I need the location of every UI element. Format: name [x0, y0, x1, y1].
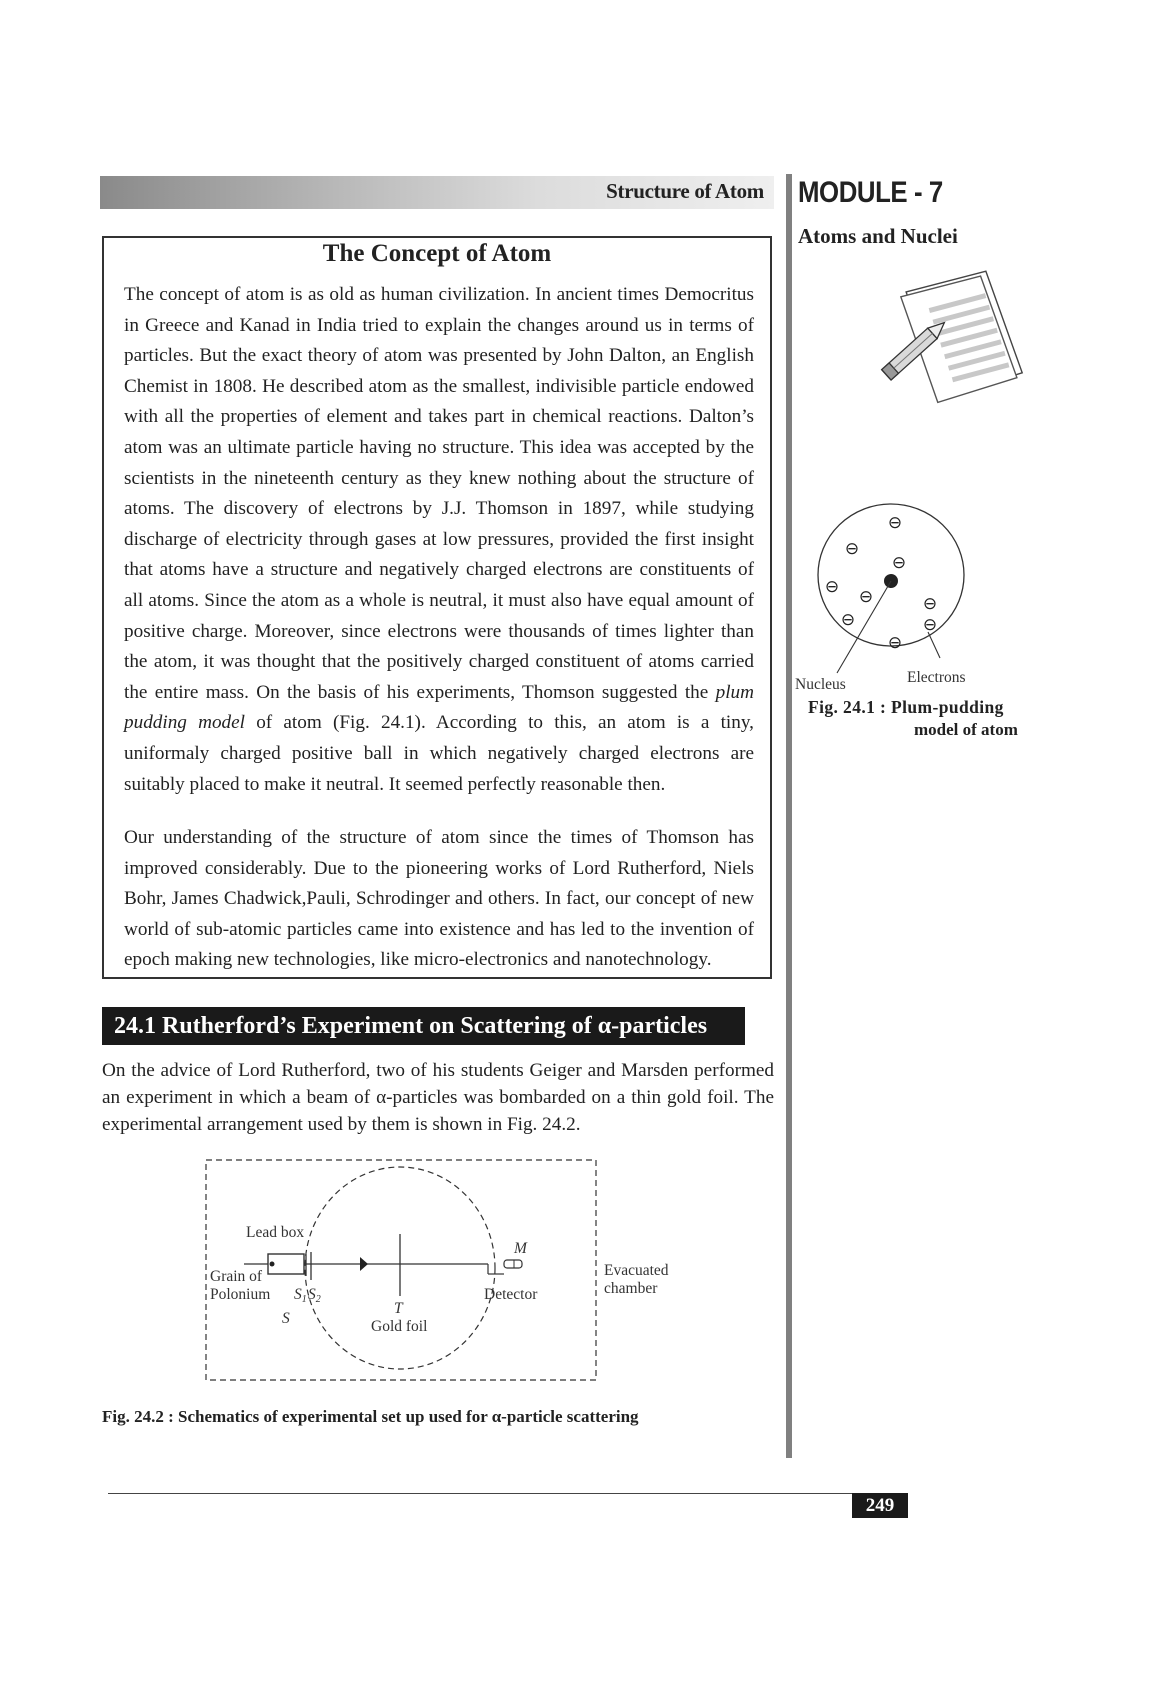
detector-label: Detector — [484, 1286, 538, 1303]
beam-arrow — [360, 1257, 368, 1271]
module-subtitle: Atoms and Nuclei — [798, 224, 958, 248]
fig1-caption-line2: model of atom — [914, 720, 1018, 739]
notes-pencil-icon — [868, 264, 1028, 414]
electron: ⊖ — [844, 539, 860, 559]
concept-para1-text-b: of atom (Fig. 24.1). According to this, an atom is a tiny, uniformaly charged positive ball in which negatively charged electrons are suitably placed to make it neutral. It seemed perfectly reasonable then. — [124, 712, 754, 795]
module-title: MODULE - 7 — [798, 176, 943, 209]
detector-m-label: M — [514, 1240, 527, 1257]
plum-pudding-diagram — [795, 495, 1035, 695]
nucleus-label: Nucleus — [795, 676, 846, 693]
concept-box — [102, 236, 772, 979]
electron: ⊖ — [922, 594, 938, 614]
electrons-label: Electrons — [907, 669, 966, 686]
header-band — [100, 176, 774, 209]
evacuated-chamber — [206, 1160, 596, 1380]
electron: ⊖ — [891, 553, 907, 573]
concept-para1-text-a: The concept of atom is as old as human civilization. In ancient times Democritus in Greece and Kanad in India tried to explain the changes around us in terms of particles. But the exact theory of atom was presented by John Dalton, an English Chemist in 1808. He described atom as the smallest, indivisible particle endowed with all the properties of element and takes part in chemical reactions. Dalton’s atom was an ultimate particle having no structure. This idea was accepted by the scientists in the nineteenth century as they knew nothing about the structure of atoms. The discovery of electrons by J.J. Thomson in 1897, while studying discharge of electricity through gases at low pressures, provided the first insight that atoms have a structure and negatively charged electrons are constituents of all atoms. Since the atom as a whole is neutral, it must also have equal amount of positive charge. Moreover, since electrons were thousands of times lighter than the atom, it was thought that the positively charged constituent of atoms carried the entire mass. On the basis of his experiments, Thomson suggested the — [124, 284, 754, 703]
rutherford-setup-diagram — [190, 1150, 680, 1390]
section-heading: 24.1 Rutherford’s Experiment on Scattering of α-particles — [102, 1007, 745, 1045]
electron: ⊖ — [824, 577, 840, 597]
fig1-caption-line1: Fig. 24.1 : Plum-pudding — [808, 697, 1004, 717]
concept-paragraph-1 — [124, 280, 754, 800]
page-number: 249 — [852, 1493, 908, 1518]
grain-label-2: Polonium — [210, 1286, 271, 1303]
concept-paragraph-2: Our understanding of the structure of atom since the times of Thomson has improved considerably. Due to the pioneering works of Lord Rutherford, Niels Bohr, James Chadwick,Pauli, Schrodinger and others. In fact, our concept of new world of sub-atomic particles came into existence and has led to the invention of epoch making new technologies, like micro-electronics and nanotechnology. — [124, 827, 754, 971]
detector — [504, 1260, 522, 1268]
slit-s2-label: S2 — [308, 1286, 321, 1305]
electron: ⊖ — [858, 587, 874, 607]
gold-foil-label: Gold foil — [371, 1318, 428, 1335]
electron: ⊖ — [840, 610, 856, 630]
foil-t-label: T — [394, 1300, 403, 1317]
concept-title: The Concept of Atom — [322, 240, 552, 267]
electron: ⊖ — [887, 513, 903, 533]
fig2-caption: Fig. 24.2 : Schematics of experimental set up used for α-particle scattering — [102, 1407, 639, 1426]
electron: ⊖ — [922, 615, 938, 635]
electron: ⊖ — [887, 633, 903, 653]
evacuated-label-1: Evacuated — [604, 1262, 669, 1279]
concept-para1-emphasis: plum pudding model — [124, 681, 754, 734]
column-divider — [786, 174, 792, 1458]
slit-s1-label: S1 — [294, 1286, 307, 1305]
source-s-label: S — [282, 1310, 290, 1327]
footer-rule — [108, 1493, 908, 1494]
lead-box-label: Lead box — [246, 1224, 305, 1241]
evacuated-label-2: chamber — [604, 1280, 658, 1297]
running-title: Structure of Atom — [606, 179, 764, 203]
section-paragraph: On the advice of Lord Rutherford, two of his students Geiger and Marsden performed an experiment in which a beam of α-particles was bombarded on a thin gold foil. The experimental arrangement used by them is shown in Fig. 24.2. — [102, 1060, 774, 1135]
grain-label-1: Grain of — [210, 1268, 263, 1285]
